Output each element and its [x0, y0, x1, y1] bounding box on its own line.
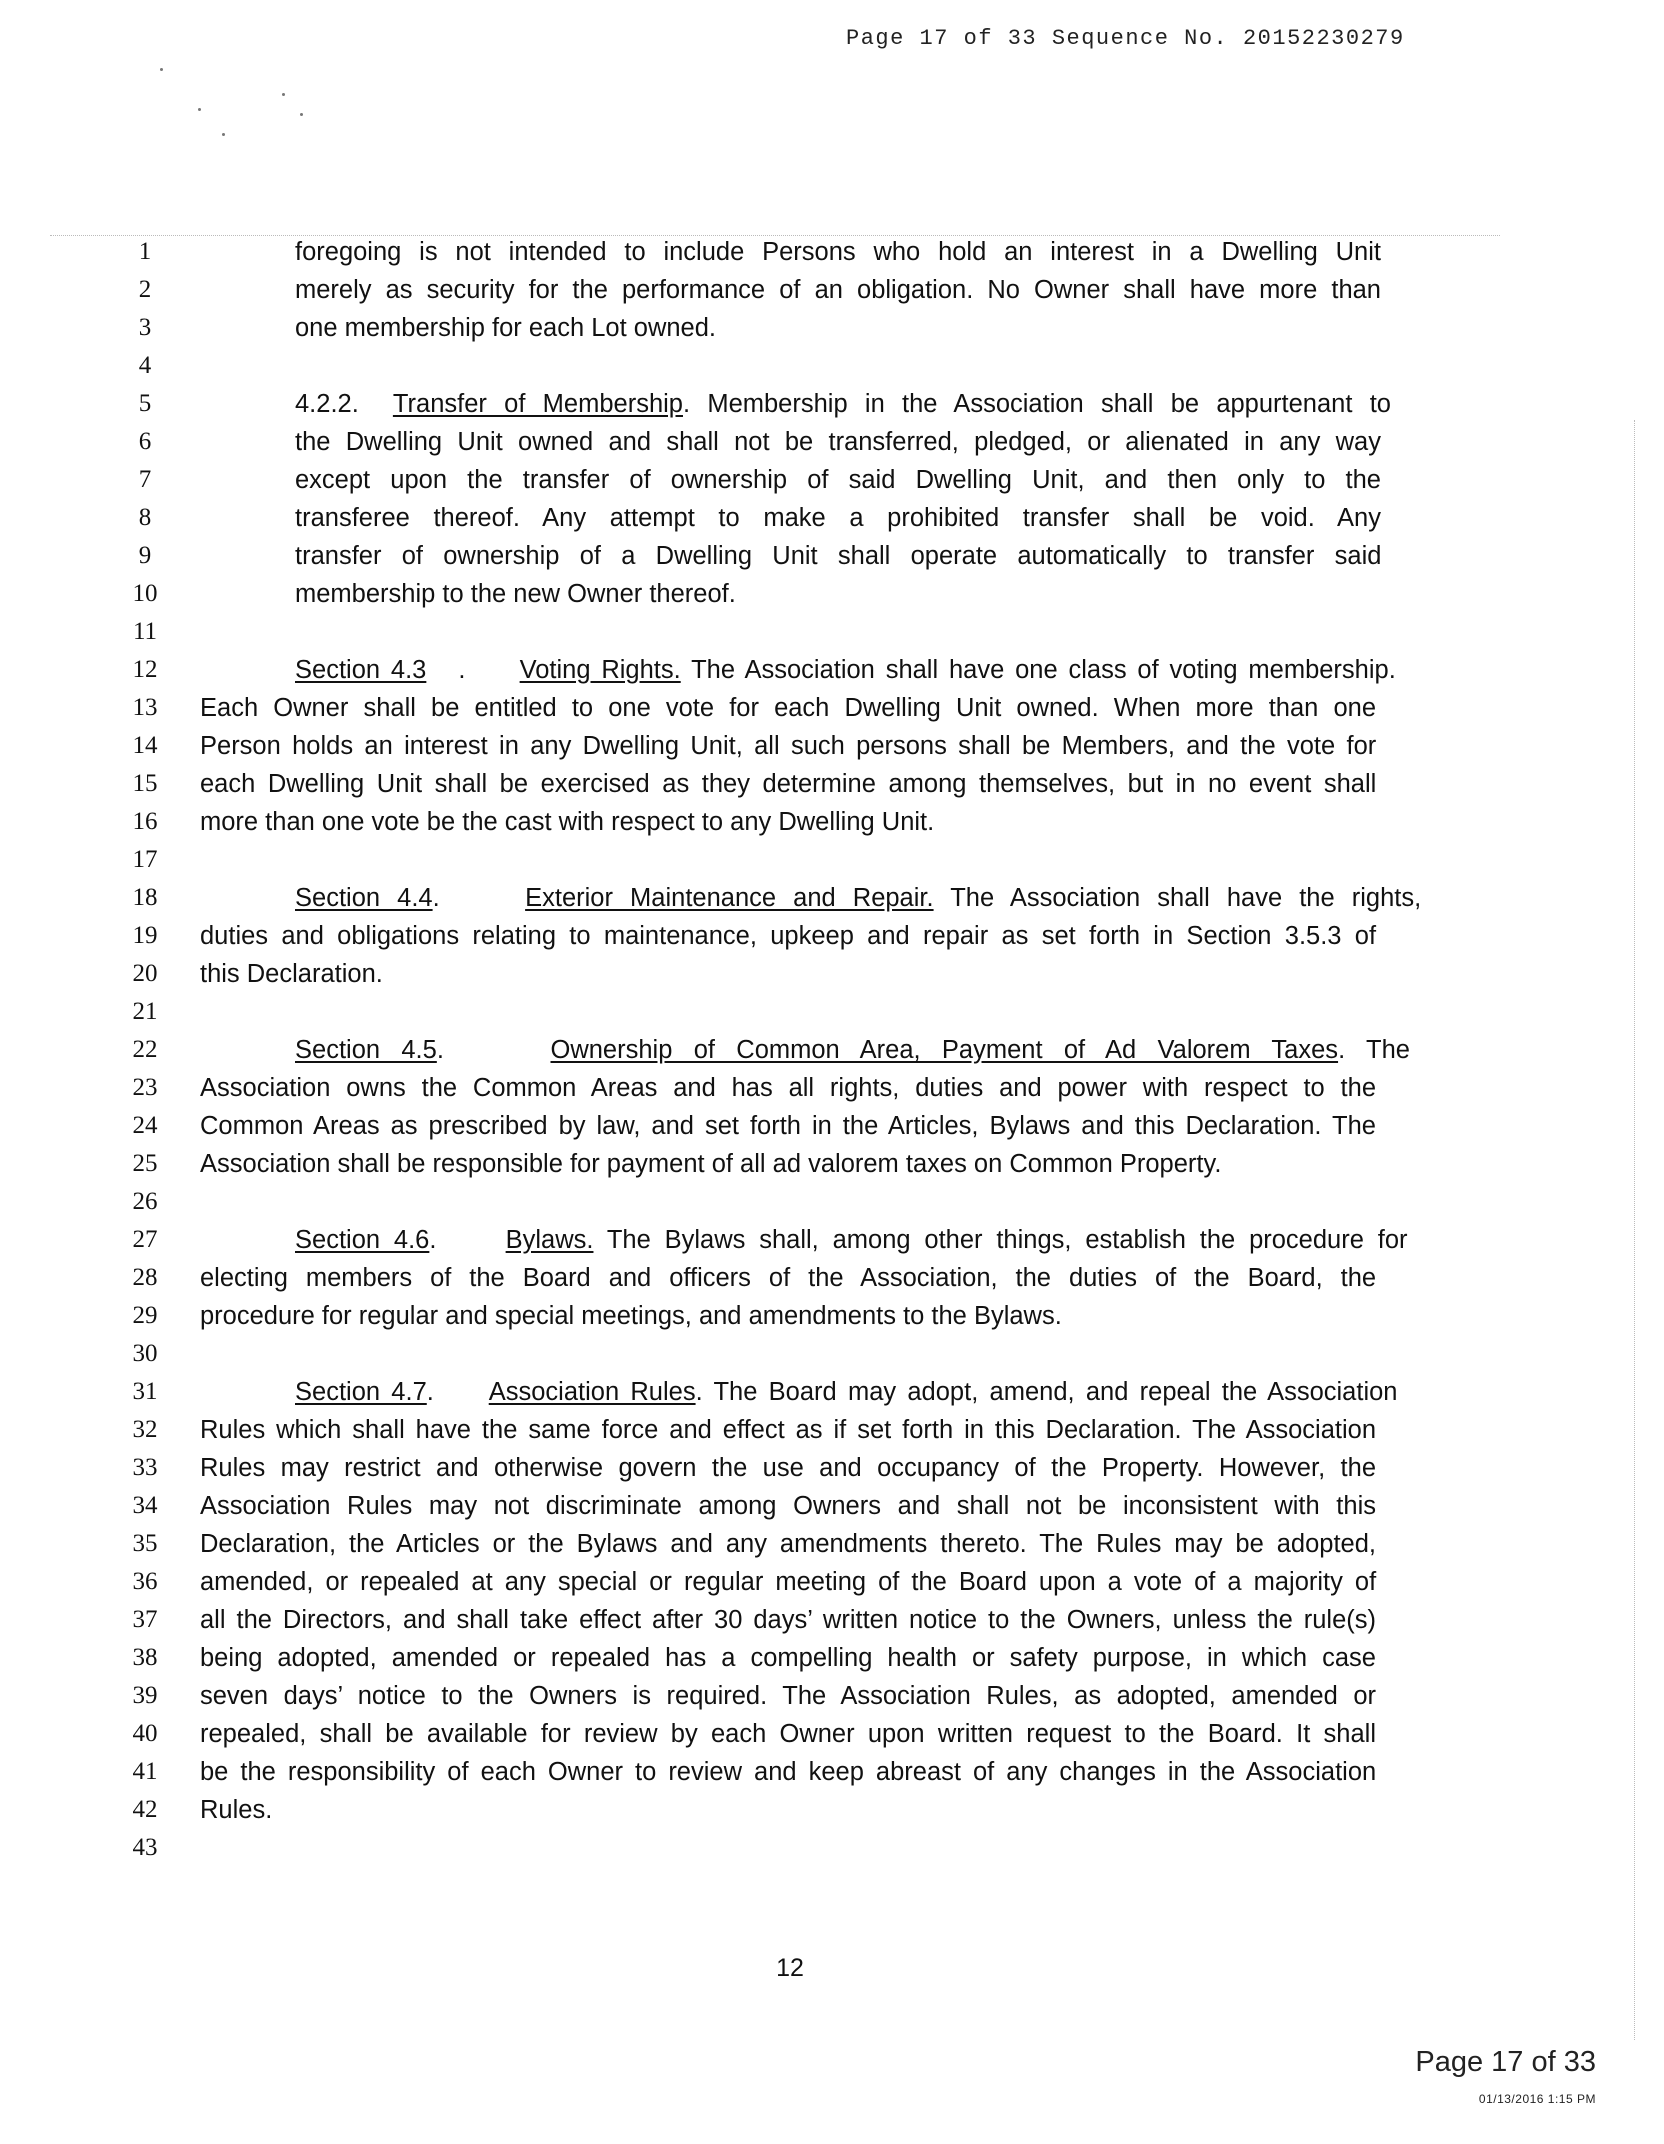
line-text: all the Directors, and shall take effect after 30 days’ written notice to the Owners, unless the rule(s)	[200, 1606, 1376, 1634]
line-number: 4	[138, 352, 152, 379]
scan-speck	[198, 108, 201, 111]
section-heading-line	[0, 879, 1664, 917]
page-number: 12	[776, 1954, 804, 1982]
document-line	[0, 993, 1664, 1031]
document-line	[0, 841, 1664, 879]
document-line	[0, 1411, 1664, 1449]
document-line	[0, 1145, 1664, 1183]
document-line	[0, 1563, 1664, 1601]
section-heading-line	[0, 1373, 1664, 1411]
footer-page-count: Page 17 of 33	[1415, 2046, 1596, 2078]
section-text: . The	[1338, 1036, 1410, 1064]
section-heading-line	[0, 385, 1664, 423]
line-number: 6	[138, 428, 152, 455]
document-line	[0, 499, 1664, 537]
line-number: 19	[132, 922, 158, 949]
line-number: 2	[138, 276, 152, 303]
line-number: 21	[132, 998, 158, 1025]
line-text: Association owns the Common Areas and has all rights, duties and power with respect to the	[200, 1074, 1376, 1102]
section-text: . Membership in the Association shall be appurtenant to	[682, 390, 1391, 418]
document-line	[0, 917, 1664, 955]
line-text: merely as security for the performance of an obligation. No Owner shall have more than	[295, 276, 1381, 304]
document-line	[0, 347, 1664, 385]
line-text: each Dwelling Unit shall be exercised as they determine among themselves, but in no event shall	[200, 770, 1377, 798]
line-number: 18	[132, 884, 158, 911]
line-text: duties and obligations relating to maintenance, upkeep and repair as set forth in Section 3.5.3 of	[200, 922, 1377, 950]
document-line	[0, 1601, 1664, 1639]
section-title: Transfer of Membership	[392, 390, 683, 418]
section-number: Section 4.5	[295, 1036, 437, 1064]
line-text: Rules which shall have the same force and effect as if set forth in this Declaration. The Association	[200, 1416, 1376, 1444]
line-text: being adopted, amended or repealed has a compelling health or safety purpose, in which case	[200, 1644, 1376, 1672]
scan-speck	[282, 93, 285, 96]
scan-speck	[300, 113, 303, 116]
line-number: 17	[132, 846, 158, 873]
section-title: Association Rules	[488, 1378, 696, 1406]
document-line	[0, 727, 1664, 765]
section-number: Section 4.4	[295, 884, 433, 912]
scan-speck	[222, 133, 225, 136]
footer-timestamp: 01/13/2016 1:15 PM	[1478, 2092, 1596, 2106]
line-number: 10	[132, 580, 158, 607]
recording-stamp: Page 17 of 33 Sequence No. 20152230279	[846, 26, 1405, 51]
line-text: be the responsibility of each Owner to review and keep abreast of any changes in the Association	[200, 1758, 1377, 1786]
document-line	[0, 1829, 1664, 1867]
document-line	[0, 1753, 1664, 1791]
line-number: 7	[138, 466, 152, 493]
line-text: foregoing is not intended to include Persons who hold an interest in a Dwelling Unit	[295, 238, 1381, 266]
document-line	[0, 689, 1664, 727]
line-number: 40	[132, 1720, 158, 1747]
document-line	[0, 423, 1664, 461]
line-text: Each Owner shall be entitled to one vote for each Dwelling Unit owned. When more than one	[200, 694, 1376, 722]
line-text: this Declaration.	[200, 960, 383, 988]
line-number: 1	[138, 238, 152, 265]
section-title: Ownership of Common Area, Payment of Ad Valorem Taxes	[550, 1036, 1339, 1064]
document-line	[0, 803, 1664, 841]
line-number: 29	[132, 1302, 158, 1329]
document-line	[0, 309, 1664, 347]
line-text: Section 4.6. Bylaws. The Bylaws shall, among other things, establish the procedure for	[295, 1226, 1408, 1254]
line-text: seven days’ notice to the Owners is required. The Association Rules, as adopted, amended or	[200, 1682, 1376, 1710]
line-number: 33	[132, 1454, 158, 1481]
line-number: 13	[132, 694, 158, 721]
line-text: Section 4.3 . Voting Rights. The Association shall have one class of voting membership.	[295, 656, 1396, 684]
line-number: 28	[132, 1264, 158, 1291]
document-line	[0, 1487, 1664, 1525]
line-number: 9	[138, 542, 152, 569]
section-number: 4.2.2.	[295, 390, 359, 418]
line-number: 5	[138, 390, 152, 417]
line-text: Person holds an interest in any Dwelling Unit, all such persons shall be Members, and the vote for	[200, 732, 1377, 760]
line-number: 8	[138, 504, 152, 531]
document-line	[0, 1639, 1664, 1677]
document-line	[0, 955, 1664, 993]
section-number: Section 4.6	[295, 1226, 430, 1254]
line-text: Section 4.5. Ownership of Common Area, Payment of Ad Valorem Taxes. The	[295, 1036, 1410, 1064]
line-number: 20	[132, 960, 158, 987]
line-number: 37	[132, 1606, 158, 1633]
line-number: 30	[132, 1340, 158, 1367]
document-line	[0, 613, 1664, 651]
line-text: Section 4.7. Association Rules. The Board may adopt, amend, and repeal the Association	[295, 1378, 1398, 1406]
line-number: 15	[132, 770, 158, 797]
line-text: procedure for regular and special meetings, and amendments to the Bylaws.	[200, 1302, 1062, 1330]
section-title: Bylaws.	[505, 1226, 594, 1254]
line-number: 11	[132, 618, 158, 645]
line-text: Rules.	[200, 1796, 273, 1824]
line-text: more than one vote be the cast with respect to any Dwelling Unit.	[200, 808, 935, 836]
line-number: 16	[132, 808, 158, 835]
document-line	[0, 1297, 1664, 1335]
section-text: The Association shall have the rights,	[933, 884, 1422, 912]
line-text: repealed, shall be available for review by each Owner upon written request to the Board. It shall	[200, 1720, 1376, 1748]
line-text: transferee thereof. Any attempt to make a prohibited transfer shall be void. Any	[295, 504, 1381, 532]
line-number: 22	[132, 1036, 158, 1063]
line-number: 43	[132, 1834, 158, 1861]
section-text: The Association shall have one class of voting membership.	[680, 656, 1396, 684]
line-number: 12	[132, 656, 158, 683]
line-text: amended, or repealed at any special or regular meeting of the Board upon a vote of a majority of	[200, 1568, 1377, 1596]
document-line	[0, 1069, 1664, 1107]
section-heading-line	[0, 1221, 1664, 1259]
line-number: 35	[132, 1530, 158, 1557]
line-text: Common Areas as prescribed by law, and set forth in the Articles, Bylaws and this Declaration. The	[200, 1112, 1376, 1140]
section-heading-line	[0, 651, 1664, 689]
document-line	[0, 1259, 1664, 1297]
document-line	[0, 1715, 1664, 1753]
line-number: 34	[132, 1492, 158, 1519]
document-line	[0, 1449, 1664, 1487]
line-number: 14	[132, 732, 158, 759]
document-line	[0, 575, 1664, 613]
document-line	[0, 461, 1664, 499]
line-text: one membership for each Lot owned.	[295, 314, 716, 342]
line-number: 38	[132, 1644, 158, 1671]
line-number: 3	[138, 314, 152, 341]
line-text: Section 4.4. Exterior Maintenance and Repair. The Association shall have the rights,	[295, 884, 1422, 912]
line-text: electing members of the Board and officers of the Association, the duties of the Board, the	[200, 1264, 1377, 1292]
document-line	[0, 1677, 1664, 1715]
line-text: Association Rules may not discriminate among Owners and shall not be inconsistent with this	[200, 1492, 1376, 1520]
document-line	[0, 765, 1664, 803]
line-number: 41	[132, 1758, 158, 1785]
line-number: 32	[132, 1416, 158, 1443]
section-title: Exterior Maintenance and Repair.	[525, 884, 934, 912]
line-text: transfer of ownership of a Dwelling Unit shall operate automatically to transfer said	[295, 542, 1382, 570]
line-text: Association shall be responsible for payment of all ad valorem taxes on Common Property.	[200, 1150, 1222, 1178]
line-number: 26	[132, 1188, 158, 1215]
document-line	[0, 1525, 1664, 1563]
section-heading-line	[0, 1031, 1664, 1069]
line-text: the Dwelling Unit owned and shall not be transferred, pledged, or alienated in any way	[295, 428, 1381, 456]
document-line	[0, 537, 1664, 575]
line-text	[295, 385, 1391, 423]
document-line	[0, 1183, 1664, 1221]
section-title: Voting Rights.	[519, 656, 681, 684]
line-number: 36	[132, 1568, 158, 1595]
section-text: The Bylaws shall, among other things, establish the procedure for	[593, 1226, 1408, 1254]
scan-speck	[160, 68, 163, 71]
line-text: Rules may restrict and otherwise govern the use and occupancy of the Property. However, the	[200, 1454, 1376, 1482]
line-text: except upon the transfer of ownership of said Dwelling Unit, and then only to the	[295, 466, 1381, 494]
section-number: Section 4.3	[295, 656, 427, 684]
document-line	[0, 271, 1664, 309]
section-text: . The Board may adopt, amend, and repeal the Association	[695, 1378, 1398, 1406]
document-line	[0, 1107, 1664, 1145]
document-line	[0, 1335, 1664, 1373]
line-number: 24	[132, 1112, 158, 1139]
line-number: 27	[132, 1226, 158, 1253]
line-number: 42	[132, 1796, 158, 1823]
document-line	[0, 233, 1664, 271]
section-number: Section 4.7	[295, 1378, 427, 1406]
document-line	[0, 1791, 1664, 1829]
line-number: 31	[132, 1378, 158, 1405]
line-number: 25	[132, 1150, 158, 1177]
line-text: membership to the new Owner thereof.	[295, 580, 736, 608]
line-text: Declaration, the Articles or the Bylaws and any amendments thereto. The Rules may be adopted,	[200, 1530, 1376, 1558]
line-number: 23	[132, 1074, 158, 1101]
line-number: 39	[132, 1682, 158, 1709]
